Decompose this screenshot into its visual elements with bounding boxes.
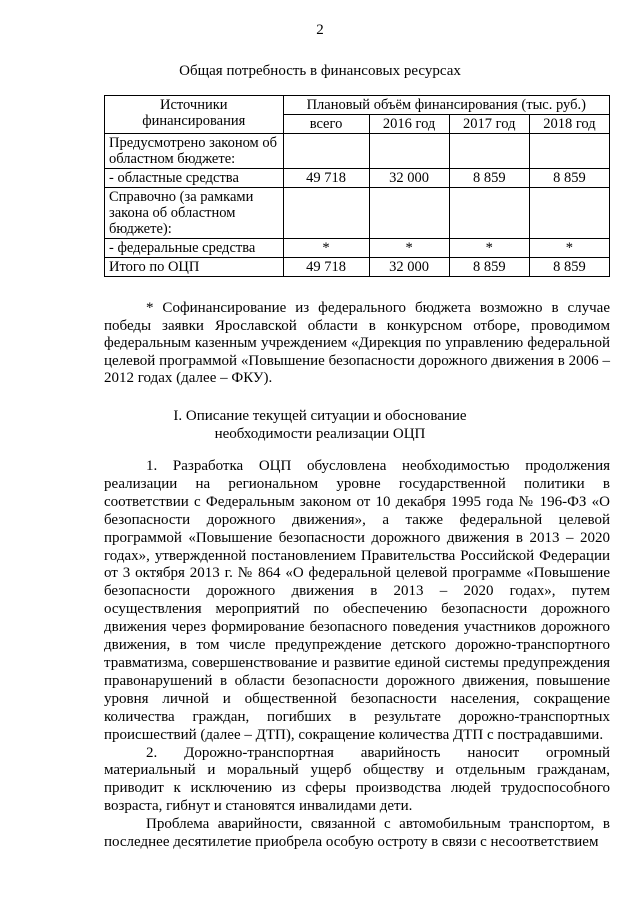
cell-2018: 8 859 xyxy=(529,258,609,277)
row-label: - областные средства xyxy=(105,169,284,188)
header-sources: Источники финансирования xyxy=(105,96,284,134)
cell-2017: 8 859 xyxy=(449,258,529,277)
row-label: Итого по ОЦП xyxy=(105,258,284,277)
cell-total: 49 718 xyxy=(283,258,369,277)
paragraph: Проблема аварийности, связанной с автомобильным транспортом, в последнее десятилетие приобрела особую остроту в связи с несоответствием xyxy=(104,816,610,851)
cell-total xyxy=(283,188,369,239)
cell-total: 49 718 xyxy=(283,169,369,188)
header-planned: Плановый объём финансирования (тыс. руб.) xyxy=(283,96,609,115)
cell-2017 xyxy=(449,188,529,239)
cell-2018: * xyxy=(529,239,609,258)
row-label: Предусмотрено законом об областном бюджете: xyxy=(105,134,284,169)
paragraph: 1. Разработка ОЦП обусловлена необходимостью продолжения реализации на региональном уровне государственной политики в соответствии с Федеральным законом от 10 декабря 1995 года № 196-ФЗ «О безопасности дорожного движения», а также федеральной целевой программой «Повышение безопасности дорожного движения в 2013 – 2020 годах», утвержденной постановлением Правительства Российской Федерации от 3 октября 2013 г. № 864 «О федеральной целевой программе «Повышение безопасности дорожного движения в 2013 – 2020 годах», путем осуществления мероприятий по обеспечению безопасности дорожного движения через формирование безопасного поведения участников дорожного движения, в том числе предупреждение детского дорожно-транспортного травматизма, совершенствование и развитие единой системы предупреждения правонарушений в области безопасности дорожного движения, повышение уровня личной и общественной безопасности населения, сокращение количества граждан, погибших в результате дорожно-транспортных происшествий (далее – ДТП), сокращение количества ДТП с пострадавшими. xyxy=(104,458,610,743)
table-row xyxy=(105,169,610,188)
cell-2016 xyxy=(369,134,449,169)
cell-total: * xyxy=(283,239,369,258)
table-row xyxy=(105,134,610,169)
row-label: - федеральные средства xyxy=(105,239,284,258)
cell-2018 xyxy=(529,134,609,169)
paragraph: 2. Дорожно-транспортная аварийность наносит огромный материальный и моральный ущерб обществу и отдельным гражданам, приводит к исключению из сферы производства людей трудоспособного возраста, гибнут и становятся инвалидами дети. xyxy=(104,744,610,815)
header-2018: 2018 год xyxy=(529,115,609,134)
header-total: всего xyxy=(283,115,369,134)
section-title-line: I. Описание текущей ситуации и обоснование xyxy=(173,408,467,424)
row-label: Справочно (за рамками закона об областном бюджете): xyxy=(105,188,284,239)
cell-2017: * xyxy=(449,239,529,258)
footnote-text: * Софинансирование из федерального бюджета возможно в случае победы заявки Ярославской области в конкурсном отборе, проводимом федеральным казенным учреждением «Дирекция по управлению федеральной целевой программой «Повышение безопасности дорожного движения в 2006 – 2012 годах (далее – ФКУ). xyxy=(104,300,610,387)
table-row xyxy=(105,239,610,258)
financing-table xyxy=(104,95,610,277)
cell-2016: 32 000 xyxy=(369,169,449,188)
cell-2018 xyxy=(529,188,609,239)
table-title: Общая потребность в финансовых ресурсах xyxy=(179,63,461,79)
cell-2018: 8 859 xyxy=(529,169,609,188)
cell-2017: 8 859 xyxy=(449,169,529,188)
header-2017: 2017 год xyxy=(449,115,529,134)
header-2016: 2016 год xyxy=(369,115,449,134)
footnote xyxy=(104,300,610,388)
table-row xyxy=(105,258,610,277)
cell-2016: * xyxy=(369,239,449,258)
cell-total xyxy=(283,134,369,169)
table-header-row xyxy=(105,96,610,115)
section-title-line: необходимости реализации ОЦП xyxy=(214,425,426,442)
cell-2017 xyxy=(449,134,529,169)
body-text xyxy=(104,458,610,852)
section-title xyxy=(0,408,640,443)
cell-2016 xyxy=(369,188,449,239)
table-row xyxy=(105,188,610,239)
cell-2016: 32 000 xyxy=(369,258,449,277)
page-number: 2 xyxy=(316,22,324,38)
